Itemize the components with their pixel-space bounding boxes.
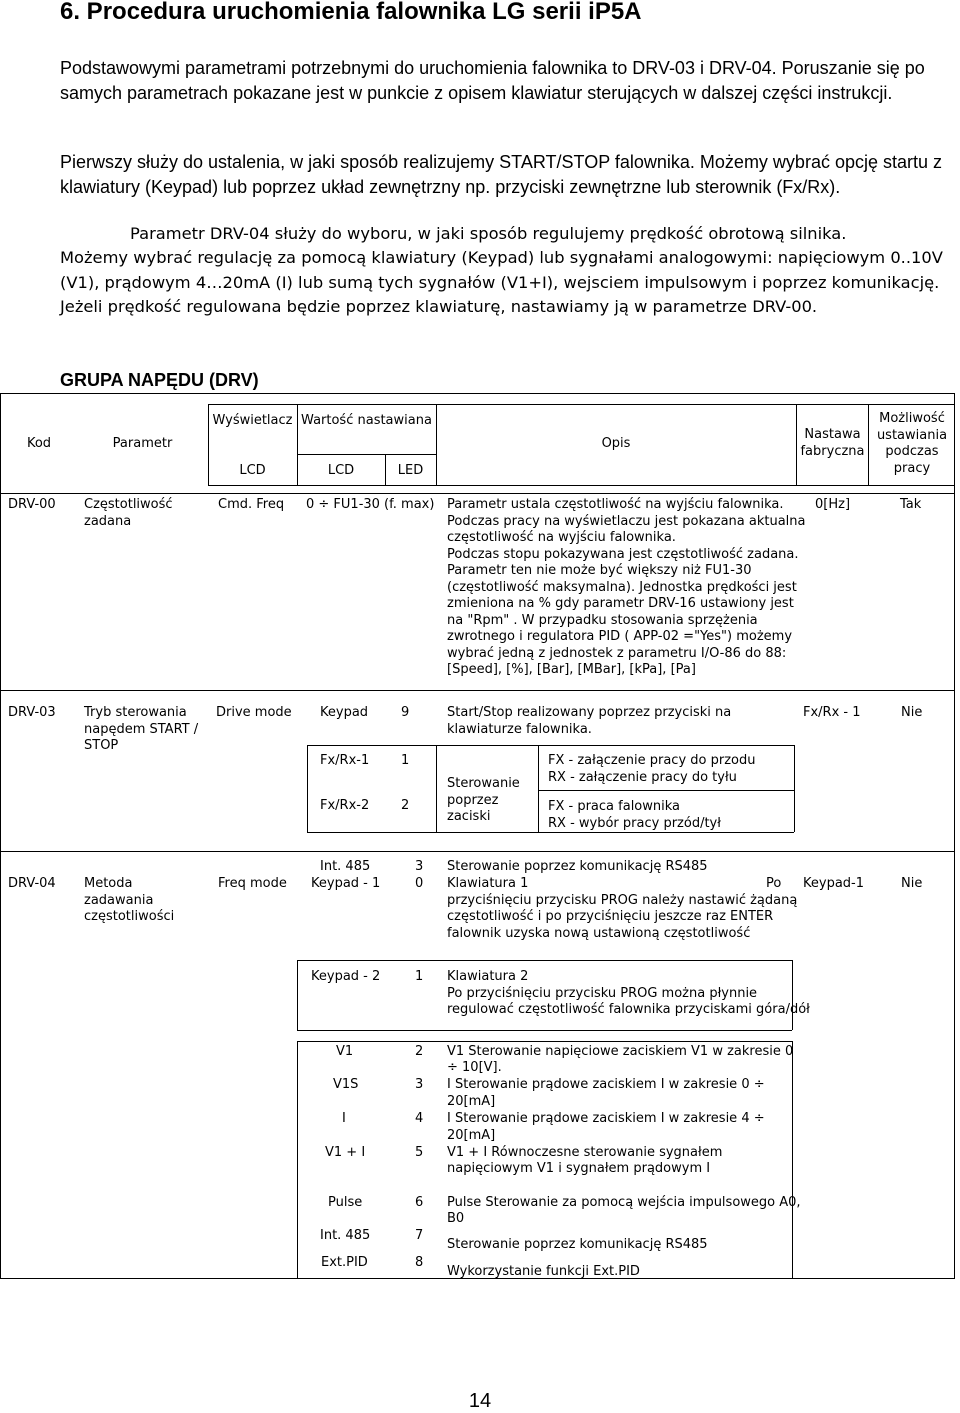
header-lcd-led-divider (297, 454, 436, 455)
intro-paragraph: Podstawowymi parametrami potrzebnymi do uruchomienia falownika to DRV-03 i DRV-04. Poruszanie się po samych parametrach pokazane jest w punkcie z opisem klawiatur sterujących w dalszej części instrukcji. (60, 58, 925, 103)
drv03-fx2a: FX - praca falownika (548, 799, 681, 814)
drv03-parametr: Tryb sterowania napędem START / STOP (84, 705, 199, 753)
drv04-kp2-opis-a: Klawiatura 2 (447, 969, 529, 984)
drv04-kp1-opis-a: Klawiatura 1 (447, 876, 529, 891)
header-nastawa: Nastawa fabryczna (800, 427, 865, 459)
drv04-int485-top-led: 3 (415, 859, 424, 874)
drv03-lcd: Drive mode (216, 705, 292, 720)
drv04-v1s-led: 3 (415, 1077, 424, 1092)
drv00-opis-line: [Speed], [%], [Bar], [MBar], [kPa], [Pa] (447, 662, 696, 677)
header-wartosc: Wartość nastawiana (301, 413, 432, 428)
header-divider (0, 493, 955, 494)
drv04-int485-top: Int. 485 (320, 859, 371, 874)
drv00-opis-line: częstotliwość na wyjściu falownika. (447, 530, 676, 545)
drv03-nastawa: Fx/Rx - 1 (803, 705, 861, 720)
drv04-v1-opis-b: ÷ 10[V]. (447, 1060, 502, 1075)
paragraph-drv04-rest: Możemy wybrać regulację za pomocą klawiatury (Keypad) lub sygnałami analogowymi: napięciowym 0..10V (V1), prądowym 4…20mA (I) lub sumą tych sygnałów (V1+I), wejsciem impulsowym i poprzez komunikację. Jeżeli prędkość regulowana będzie poprzez klawiaturę, nastawiamy ją w parametrze DRV-00. (60, 248, 943, 316)
drv04-v1i: V1 + I (325, 1145, 366, 1160)
drv04-v1s: V1S (333, 1077, 359, 1092)
drv04-int485-opis: Sterowanie poprzez komunikację RS485 (447, 1237, 708, 1252)
drv04-int485-led: 7 (415, 1228, 424, 1243)
header-inner-top (208, 404, 954, 405)
drv04-i-opis-a: I Sterowanie prądowe zaciskiem I w zakresie 4 ÷ (447, 1111, 765, 1126)
drv04-int485: Int. 485 (320, 1228, 371, 1243)
drv03-opt-keypad: Keypad (320, 705, 369, 720)
drv03-fx-right (794, 745, 795, 832)
drv00-opis-line: na "Rpm" . W przypadku stosowania sprzężenia (447, 612, 758, 628)
drv00-opis-line: wybrać jedną z jednostek z parametru I/O-86 do 88: (447, 645, 787, 661)
drv04-kp2-opis-c: regulować częstotliwość falownika przyciskami góra/dół (447, 1002, 810, 1017)
drv04-v1: V1 (336, 1044, 354, 1059)
drv00-opis-line: zmieniona na % gdy parametr DRV-16 ustawiony jest (447, 596, 794, 611)
drv04-i: I (342, 1111, 346, 1126)
drv04-pulse-led: 6 (415, 1195, 424, 1210)
drv04-pulse-opis-b: B0 (447, 1211, 465, 1226)
drv04-mozliwosc: Nie (901, 876, 923, 891)
drv04-pulse-opis-a: Pulse Sterowanie za pomocą wejścia impulsowego A0, (447, 1195, 801, 1210)
drv03-sub-bottom (307, 832, 437, 833)
drv03-opt-fxrx2-led: 2 (401, 798, 410, 813)
drv04-kp2-bottom (297, 1030, 792, 1031)
drv04-kp2-led: 1 (415, 969, 424, 984)
header-kod: Kod (26, 436, 52, 451)
drv04-v1i-opis-a: V1 + I Równoczesne sterowanie sygnałem (447, 1145, 723, 1160)
drv03-sub-left (307, 745, 308, 832)
drv04-v1-opis-a: V1 Sterowanie napięciowe zaciskiem V1 w zakresie 0 (447, 1044, 794, 1059)
drv04-kod: DRV-04 (8, 876, 56, 891)
drv04-extpid-opis: Wykorzystanie funkcji Ext.PID (447, 1264, 640, 1279)
drv04-i-led: 4 (415, 1111, 424, 1126)
page-title: 6. Procedura uruchomienia falownika LG serii iP5A (60, 0, 642, 25)
header-lcd-1: LCD (239, 463, 266, 478)
header-led: LED (397, 463, 424, 478)
paragraph-drv04-line1: Parametr DRV-04 służy do wyboru, w jaki sposób regulujemy prędkość obrotową silnika. (130, 224, 847, 243)
drv04-extpid: Ext.PID (321, 1255, 368, 1270)
drv04-kp1: Keypad - 1 (311, 876, 381, 891)
drv04-analog-left (297, 1041, 298, 1278)
drv00-opis-line: Podczas stopu pokazywana jest częstotliwość zadana. (447, 546, 799, 562)
drv03-mozliwosc: Nie (901, 705, 923, 720)
drv04-kp1-opis-b: przyciśnięciu przycisku PROG należy nastawić żądaną (447, 893, 798, 908)
drv00-opis-line: Podczas pracy na wyświetlaczu jest pokazana aktualna (447, 513, 806, 529)
drv04-kp2-opis-b: Po przyciśnięciu przycisku PROG można płynnie (447, 986, 758, 1001)
drv03-opt-fxrx2: Fx/Rx-2 (320, 798, 370, 813)
drv03-opis-keypad: Start/Stop realizowany poprzez przyciski na klawiaturze falownika. (447, 705, 732, 737)
drv04-pulse: Pulse (328, 1195, 363, 1210)
drv04-v1i-led: 5 (415, 1145, 424, 1160)
header-lcd-2: LCD (327, 463, 355, 478)
drv04-extpid-led: 8 (415, 1255, 424, 1270)
group-title: GRUPA NAPĘDU (DRV) (60, 370, 259, 390)
drv03-opt-keypad-led: 9 (401, 705, 410, 720)
row-divider-drv00 (0, 690, 955, 691)
drv03-sub-right (436, 745, 437, 832)
drv03-fx-split (538, 790, 794, 791)
header-opis: Opis (601, 436, 631, 451)
drv00-opis-line: zwrotnego i regulatora PID ( APP-02 ="Yes") możemy (447, 629, 793, 644)
drv04-parametr: Metoda zadawania częstotliwości (84, 876, 175, 924)
drv00-opis (447, 497, 805, 679)
drv04-v1i-opis-b: napięciowym V1 i sygnałem prądowym I (447, 1161, 711, 1176)
header-inner-bottom (208, 485, 954, 486)
drv03-fx1a: FX - załączenie pracy do przodu (548, 753, 756, 768)
drv00-range: 0 ÷ FU1-30 (f. max) (306, 497, 435, 512)
drv03-fx2b: RX - wybór pracy przód/tył (548, 816, 721, 831)
drv03-fx1b: RX - załączenie pracy do tyłu (548, 770, 737, 785)
drv04-kp1-opis-po: Po (766, 876, 782, 891)
drv03-opt-fxrx1: Fx/Rx-1 (320, 753, 370, 768)
drv04-v1s-opis-b: 20[mA] (447, 1094, 496, 1109)
header-parametr: Parametr (112, 436, 173, 451)
drv04-kp1-led: 0 (415, 876, 424, 891)
drv04-top (297, 851, 792, 852)
drv03-sterowanie: Sterowanie poprzez zaciski (447, 776, 520, 824)
drv03-kod: DRV-03 (8, 705, 56, 720)
drv00-opis-line: Parametr ustala częstotliwość na wyjściu falownika. (447, 497, 784, 512)
drv03-fx-top (436, 745, 794, 746)
drv04-analog-right (792, 1041, 793, 1278)
drv00-nastawa: 0[Hz] (815, 497, 851, 512)
drv03-fx-mid (538, 745, 539, 832)
drv04-i-opis-b: 20[mA] (447, 1128, 496, 1143)
drv04-kp2-left (297, 960, 298, 1030)
drv04-kp2: Keypad - 2 (311, 969, 381, 984)
drv00-lcd: Cmd. Freq (218, 497, 285, 512)
drv04-lcd: Freq mode (218, 876, 287, 891)
drv04-analog-top (297, 1041, 792, 1042)
drv03-sub-top (307, 745, 437, 746)
drv00-mozliwosc: Tak (900, 497, 922, 512)
drv04-v1-led: 2 (415, 1044, 424, 1059)
drv00-parametr: Częstotliwość zadana (84, 497, 173, 529)
drv03-opt-fxrx1-led: 1 (401, 753, 410, 768)
drv04-kp2-right (792, 960, 793, 1030)
drv04-kp2-top (297, 960, 792, 961)
drv04-int485-top-opis: Sterowanie poprzez komunikację RS485 (447, 859, 708, 874)
drv04-v1s-opis-a: I Sterowanie prądowe zaciskiem I w zakresie 0 ÷ (447, 1077, 765, 1092)
drv04-kp1-opis-d: falownik uzyska nową ustawioną częstotliwość (447, 926, 751, 941)
drv04-kp1-opis-c: częstotliwość i po przyciśnięciu jeszcze raz ENTER (447, 909, 774, 924)
paragraph-start-stop: Pierwszy służy do ustalenia, w jaki sposób realizujemy START/STOP falownika. Możemy wybrać opcję startu z klawiatury (Keypad) lub poprzez układ zewnętrzny np. przyciski zewnętrzne lub sterownik (Fx/Rx). (60, 152, 942, 197)
header-mozliwosc: Możliwość ustawiania podczas pracy (876, 411, 948, 476)
drv00-kod: DRV-00 (8, 497, 56, 512)
drv00-opis-line: (częstotliwość maksymalna). Jednostka prędkości jest (447, 579, 797, 595)
drv04-nastawa: Keypad-1 (803, 876, 865, 891)
drv00-opis-line: Parametr ten nie może być większy niż FU1-30 (447, 563, 752, 578)
header-wyswietlacz: Wyświetlacz (212, 413, 293, 428)
page-number: 14 (468, 1390, 492, 1412)
